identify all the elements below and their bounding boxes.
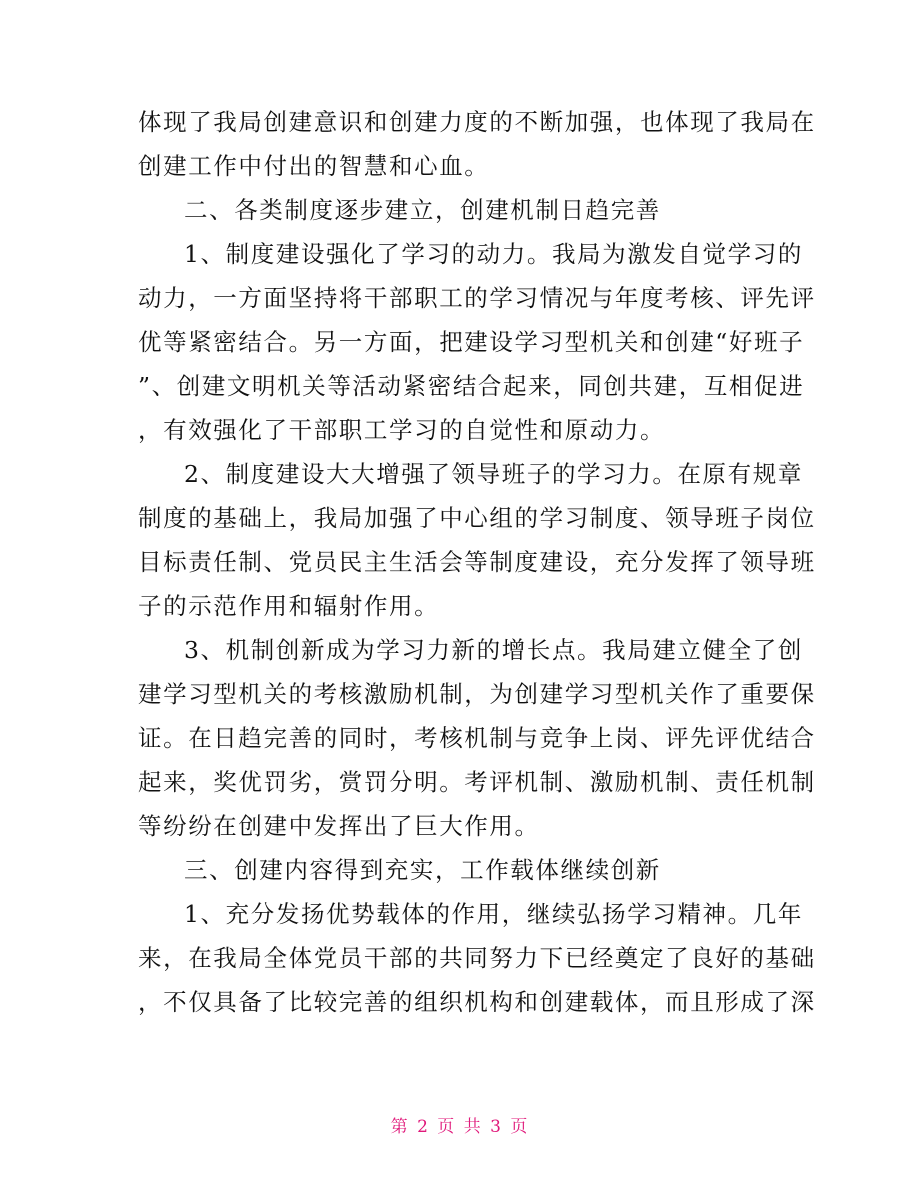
section-heading: 三、创建内容得到充实，工作载体继续创新 — [184, 856, 661, 884]
text-line: 证。在日趋完善的同时，考核机制与竞争上岗、评先评优结合 — [138, 724, 816, 752]
text-line: 等纷纷在创建中发挥出了巨大作用。 — [138, 812, 540, 840]
text-line: 子的示范作用和辐射作用。 — [138, 592, 440, 620]
text-line: ，有效强化了干部职工学习的自觉性和原动力。 — [138, 416, 666, 444]
text-line: 建学习型机关的考核激励机制，为创建学习型机关作了重要保 — [138, 680, 816, 708]
paragraph-start: 1、充分发扬优势载体的作用，继续弘扬学习精神。几年 — [184, 900, 803, 928]
paragraph-start: 3、机制创新成为学习力新的增长点。我局建立健全了创 — [184, 636, 803, 664]
text-line: 优等紧密结合。另一方面，把建设学习型机关和创建“好班子 — [138, 328, 805, 356]
page-number-footer: 第 2 页 共 3 页 — [390, 1117, 530, 1137]
section-heading: 二、各类制度逐步建立，创建机制日趋完善 — [184, 196, 661, 224]
paragraph-start: 2、制度建设大大增强了领导班子的学习力。在原有规章 — [184, 460, 803, 488]
text-line: 起来，奖优罚劣，赏罚分明。考评机制、激励机制、责任机制 — [138, 768, 816, 796]
text-line: ”、创建文明机关等活动紧密结合起来，同创共建，互相促进 — [138, 372, 805, 400]
text-line: 目标责任制、党员民主生活会等制度建设，充分发挥了领导班 — [138, 548, 816, 576]
document-body — [138, 100, 816, 1024]
text-line: 来，在我局全体党员干部的共同努力下已经奠定了良好的基础 — [138, 944, 816, 972]
text-line: ，不仅具备了比较完善的组织机构和创建载体，而且形成了深 — [138, 988, 816, 1016]
paragraph-start: 1、制度建设强化了学习的动力。我局为激发自觉学习的 — [184, 240, 803, 268]
text-line: 制度的基础上，我局加强了中心组的学习制度、领导班子岗位 — [138, 504, 816, 532]
text-line: 体现了我局创建意识和创建力度的不断加强，也体现了我局在 — [138, 108, 816, 136]
text-line: 创建工作中付出的智慧和心血。 — [138, 152, 490, 180]
text-line: 动力，一方面坚持将干部职工的学习情况与年度考核、评先评 — [138, 284, 816, 312]
